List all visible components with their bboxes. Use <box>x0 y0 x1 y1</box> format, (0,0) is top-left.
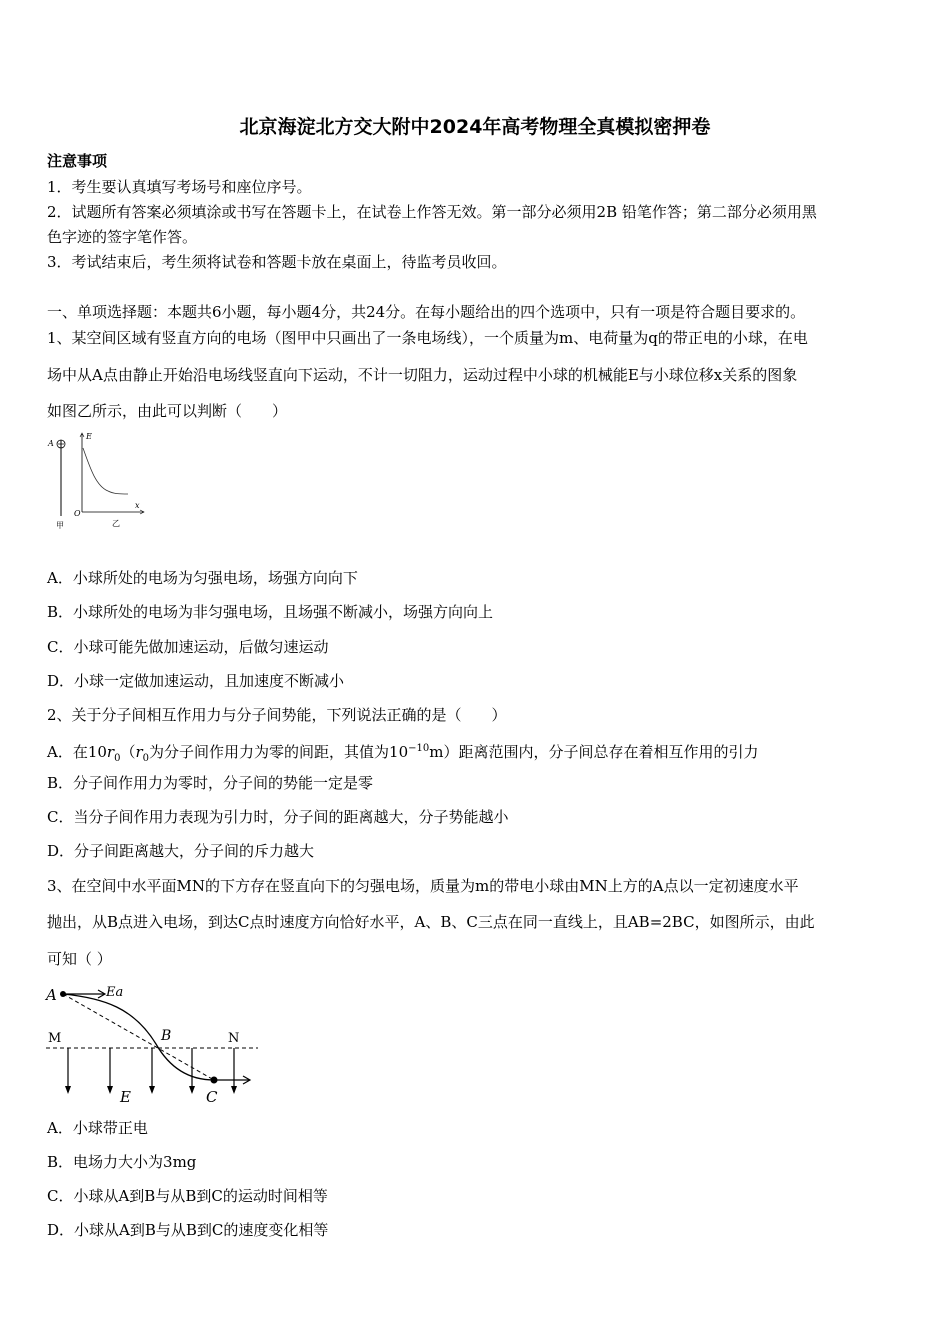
q2-option: C．当分子间作用力表现为引力时，分子间的距离越大，分子势能越小 <box>47 808 509 826</box>
r0-subscript: 0 <box>142 753 150 764</box>
q2-a-part4: m）距离范围内，分子间总存在着相互作用的引力 <box>429 743 759 761</box>
q2-option: D．分子间距离越大，分子间的斥力越大 <box>47 842 315 860</box>
q3-figure <box>44 978 264 1108</box>
label-x: x <box>135 501 140 510</box>
q1-option: C．小球可能先做加速运动，后做匀速运动 <box>47 638 329 656</box>
q1-stem-line: 1、某空间区域有竖直方向的电场（图甲中只画出了一条电场线），一个质量为m、电荷量为q的带正电的小球，在电 <box>47 329 808 347</box>
label-velocity: Ea <box>106 985 124 1000</box>
notice-item: 色字迹的签字笔作答。 <box>47 228 198 246</box>
q2-option-a <box>47 739 758 769</box>
q2-a-part3: 为分子间作用力为零的间距，其值为10 <box>149 743 409 761</box>
energy-curve <box>83 448 128 494</box>
q3-stem-line: 可知（ ） <box>47 950 112 968</box>
label-jia: 甲 <box>56 521 64 530</box>
label-n: N <box>228 1031 240 1046</box>
exponent: −10 <box>408 743 430 754</box>
r-symbol: r <box>106 743 115 761</box>
label-b: B <box>161 1028 172 1044</box>
label-yi: 乙 <box>112 519 120 528</box>
label-c: C <box>206 1088 218 1106</box>
q1-stem-line: 如图乙所示，由此可以判断（ ） <box>47 402 288 420</box>
q3-stem-line: 抛出，从B点进入电场，到达C点时速度方向恰好水平，A、B、C三点在同一直线上，且AB=2BC，如图所示，由此 <box>47 913 815 931</box>
straight-abc <box>63 994 214 1080</box>
q3-option: C．小球从A到B与从B到C的运动时间相等 <box>47 1187 328 1205</box>
q2-a-part1: A．在10 <box>47 743 107 761</box>
notice-heading: 注意事项 <box>47 152 108 170</box>
label-m: M <box>48 1031 62 1046</box>
label-e: E <box>120 1088 131 1106</box>
label-e: E <box>86 432 92 441</box>
notice-item: 2．试题所有答案必须填涂或书写在答题卡上，在试卷上作答无效。第一部分必须用2B 铅笔作答；第二部分必须用黑 <box>47 203 817 221</box>
q3-option: D．小球从A到B与从B到C的速度变化相等 <box>47 1221 329 1239</box>
label-a: A <box>46 986 57 1004</box>
q2-option: B．分子间作用力为零时，分子间的势能一定是零 <box>47 774 374 792</box>
q1-option: D．小球一定做加速运动，且加速度不断减小 <box>47 672 345 690</box>
label-a: A <box>48 439 54 448</box>
q1-stem-line: 场中从A点由静止开始沿电场线竖直向下运动，不计一切阻力，运动过程中小球的机械能E与小球位移x关系的图象 <box>47 366 798 384</box>
label-o: O <box>74 509 81 518</box>
r0-subscript: 0 <box>114 753 121 764</box>
q1-option: B．小球所处的电场为非匀强电场，且场强不断减小，场强方向向上 <box>47 603 494 621</box>
q1-figure <box>44 428 150 532</box>
notice-item: 3．考试结束后，考生须将试卷和答题卡放在桌面上，待监考员收回。 <box>47 253 507 271</box>
r-symbol: r <box>135 743 143 761</box>
section-heading: 一、单项选择题：本题共6小题，每小题4分，共24分。在每小题给出的四个选项中，只有一项是符合题目要求的。 <box>47 303 806 321</box>
q3-option: A．小球带正电 <box>47 1119 148 1137</box>
q2-stem: 2、关于分子间相互作用力与分子间势能，下列说法正确的是（ ） <box>47 706 507 724</box>
q2-a-part2: （ <box>120 743 136 761</box>
page-title: 北京海淀北方交大附中2024年高考物理全真模拟密押卷 <box>239 116 711 138</box>
q1-option: A．小球所处的电场为匀强电场，场强方向向下 <box>47 569 358 587</box>
notice-item: 1．考生要认真填写考场号和座位序号。 <box>47 178 312 196</box>
q3-option: B．电场力大小为3mg <box>47 1153 197 1171</box>
q3-stem-line: 3、在空间中水平面MN的下方存在竖直向下的匀强电场，质量为m的带电小球由MN上方的A点以一定初速度水平 <box>47 877 799 895</box>
